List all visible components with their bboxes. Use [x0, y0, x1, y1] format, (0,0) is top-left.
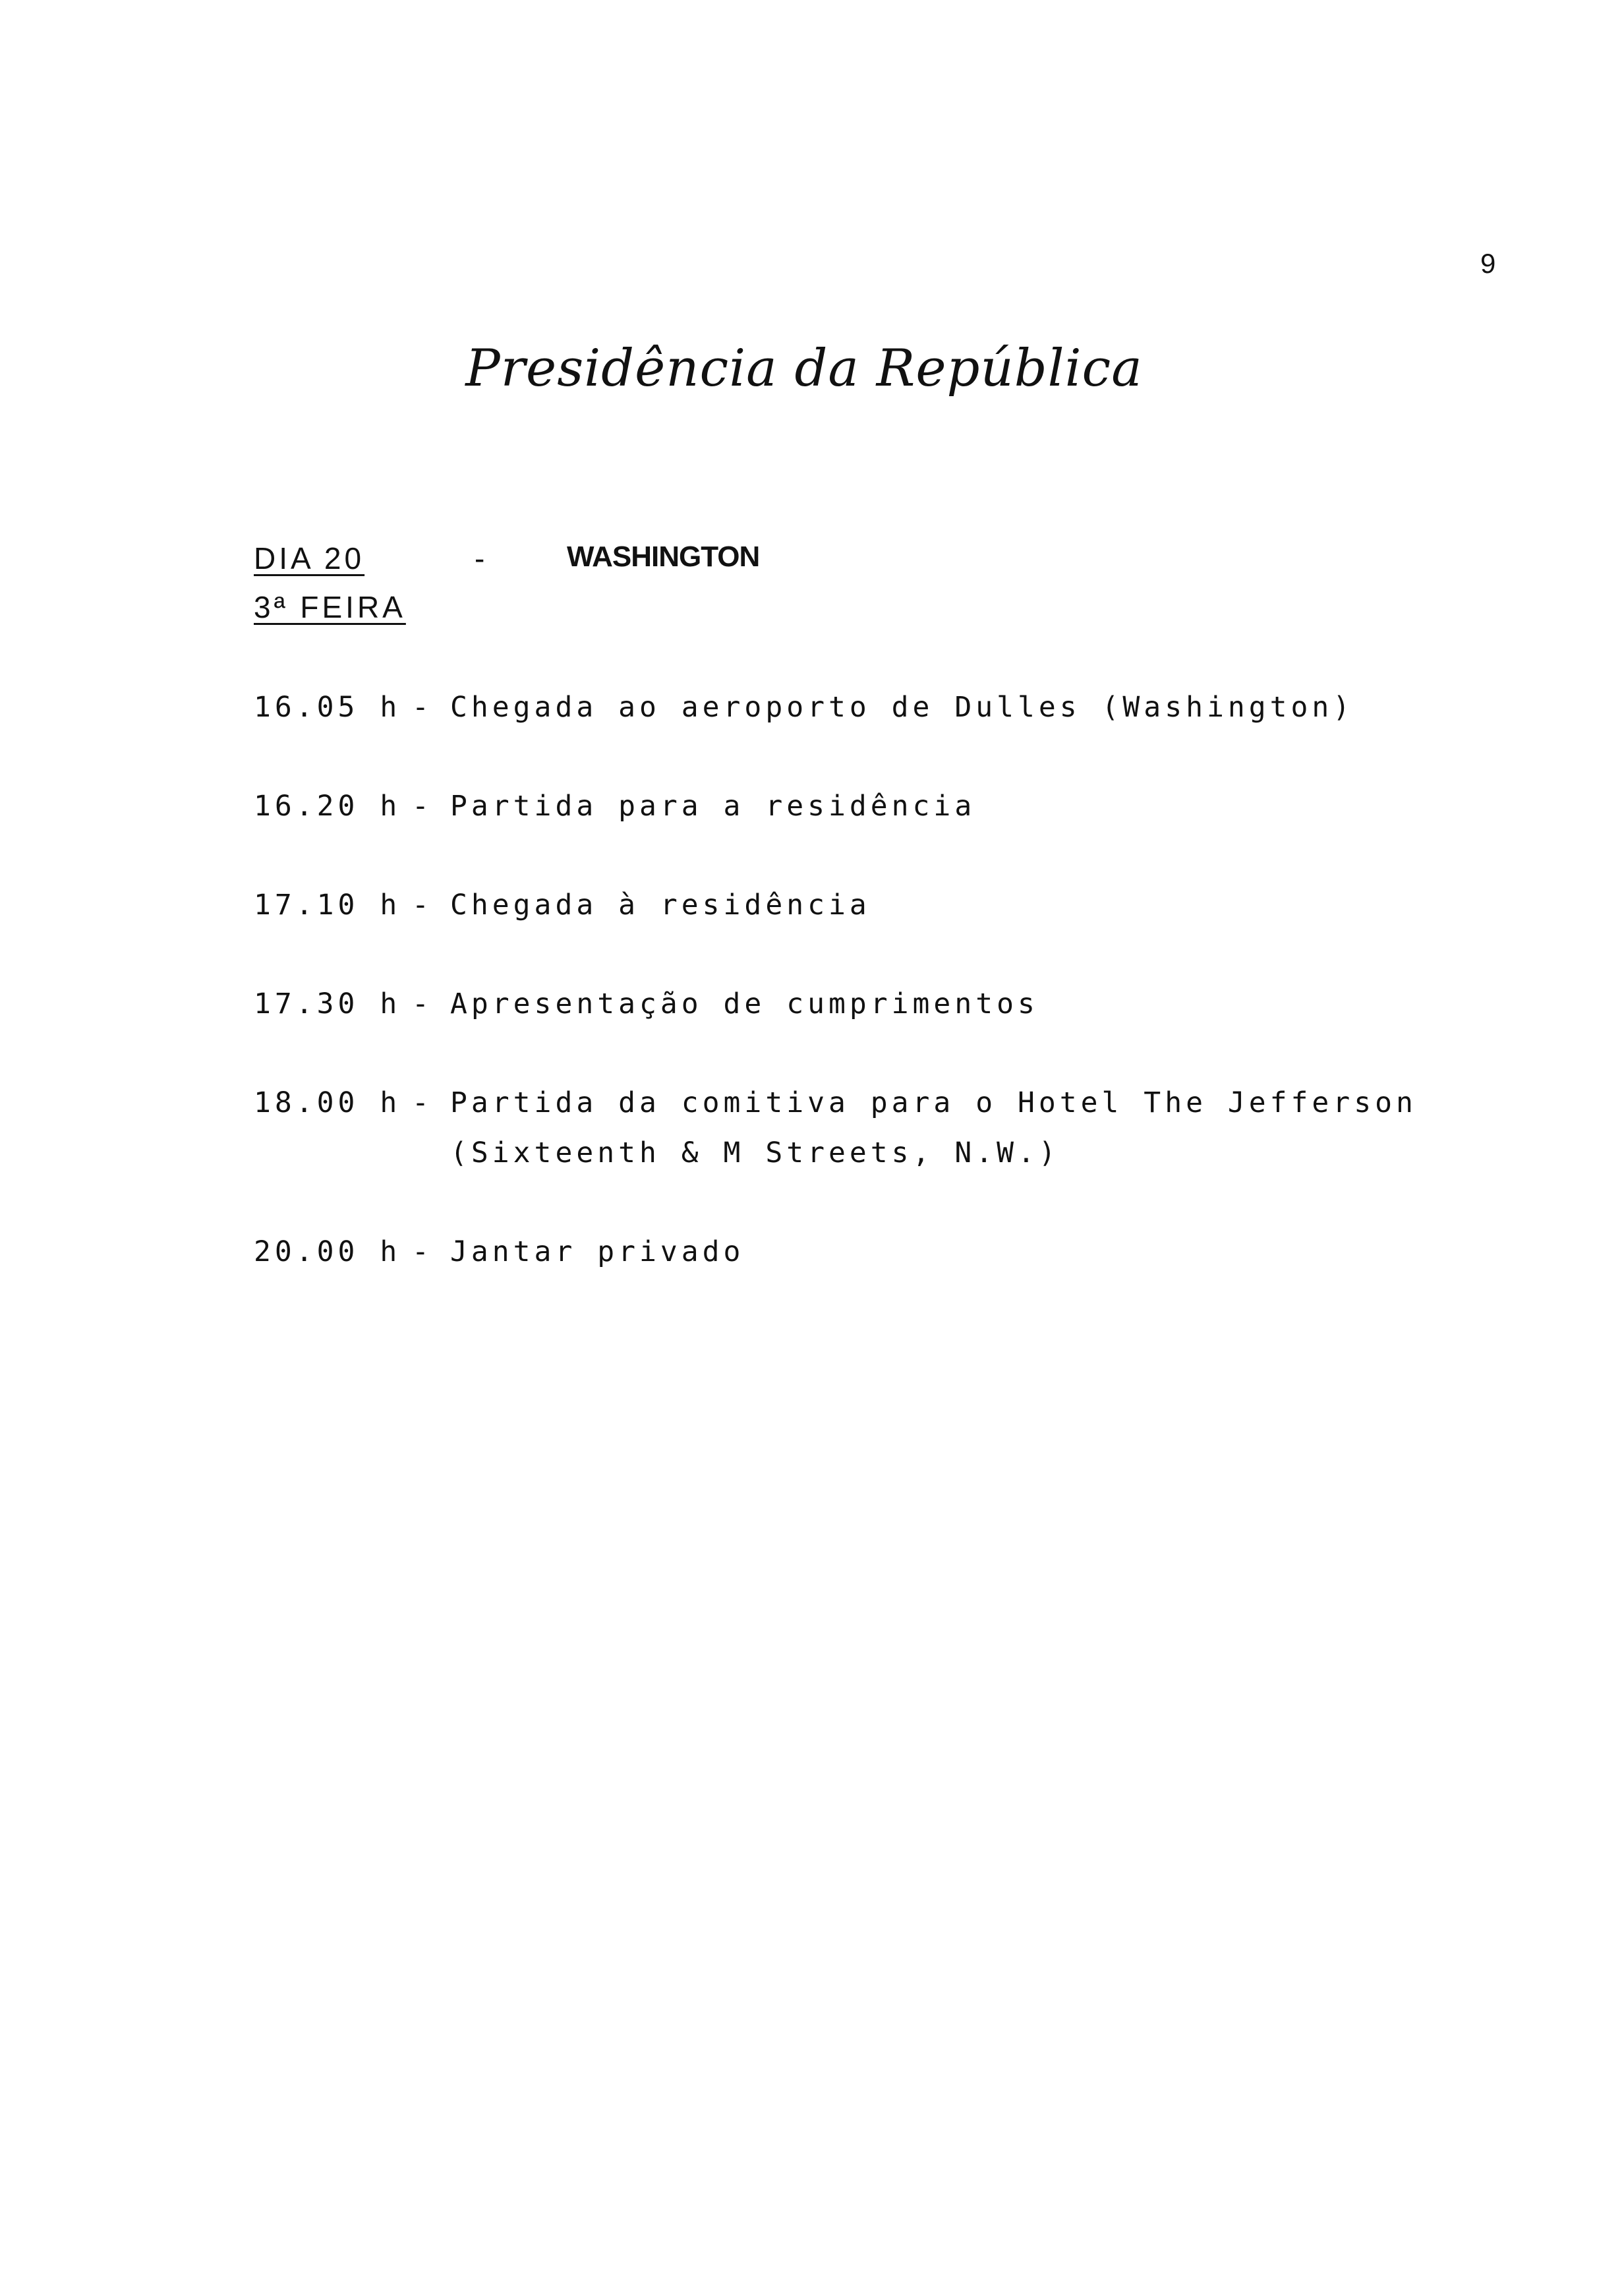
item-time: 16.20 h — [254, 790, 401, 823]
item-time: 17.30 h — [254, 987, 401, 1020]
item-dash: - — [412, 889, 433, 922]
schedule-item — [254, 1235, 1539, 1334]
city-label: WASHINGTON — [567, 541, 760, 573]
schedule-item — [254, 790, 1539, 889]
schedule-item — [254, 691, 1539, 790]
item-dash: - — [412, 790, 433, 823]
schedule-item — [254, 987, 1539, 1086]
weekday-label: 3ª FEIRA — [254, 590, 406, 624]
letterhead-text: Presidência da República — [465, 339, 1143, 398]
header-dash: - — [475, 541, 485, 575]
item-description-line2: (Sixteenth & M Streets, N.W.) — [450, 1136, 1060, 1169]
schedule-list — [254, 691, 1539, 1334]
schedule-item — [254, 1086, 1539, 1235]
item-description: Apresentação de cumprimentos — [450, 987, 1039, 1020]
item-description: Partida para a residência — [450, 790, 976, 823]
item-description: Chegada ao aeroporto de Dulles (Washington) — [450, 691, 1354, 724]
item-dash: - — [412, 1235, 433, 1268]
item-time: 18.00 h — [254, 1086, 401, 1119]
item-description: Partida da comitiva para o Hotel The Jefferson — [450, 1086, 1417, 1119]
schedule-item — [254, 889, 1539, 987]
item-dash: - — [412, 691, 433, 724]
item-dash: - — [412, 1086, 433, 1119]
item-time: 17.10 h — [254, 889, 401, 922]
item-description: Chegada à residência — [450, 889, 871, 922]
letterhead-script-logo — [465, 323, 1143, 415]
page-number: 9 — [1480, 248, 1496, 279]
item-time: 16.05 h — [254, 691, 401, 724]
day-label: DIA 20 — [254, 541, 365, 575]
item-time: 20.00 h — [254, 1235, 401, 1268]
item-description: Jantar privado — [450, 1235, 745, 1268]
item-dash: - — [412, 987, 433, 1020]
